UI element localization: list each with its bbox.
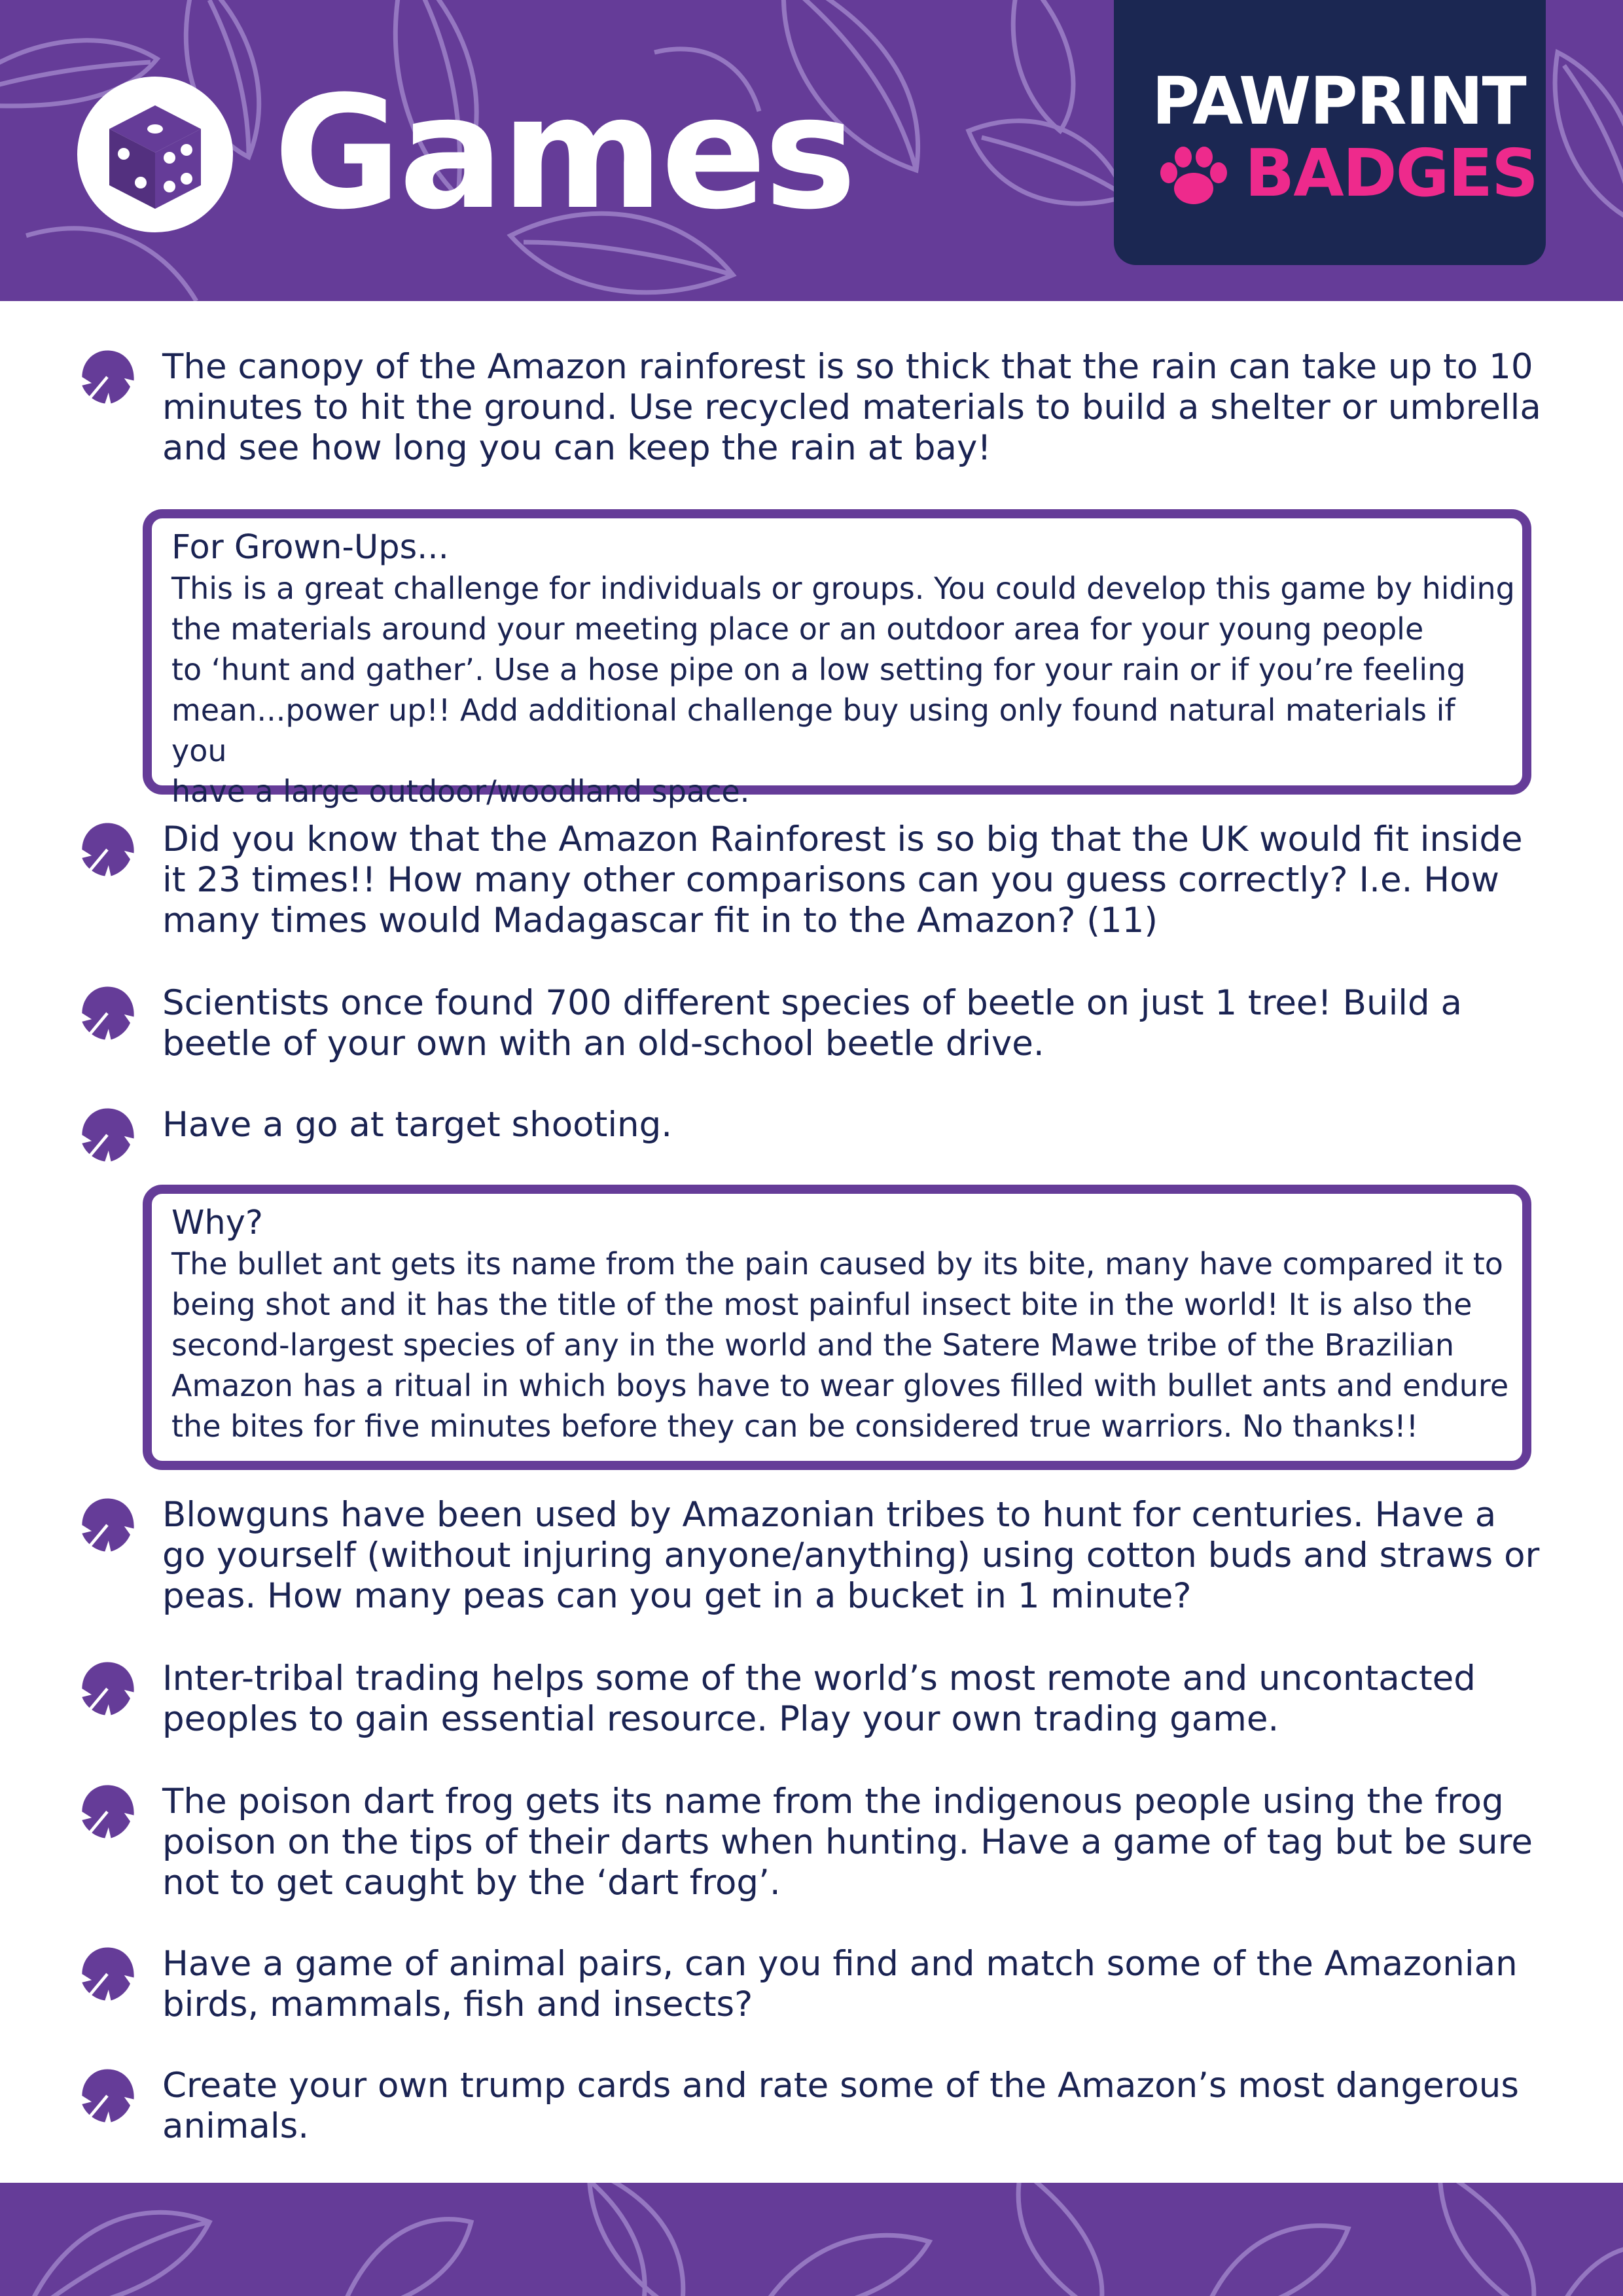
monstera-leaf-icon bbox=[77, 347, 137, 407]
monstera-leaf-icon bbox=[77, 1782, 137, 1842]
monstera-leaf-icon bbox=[77, 1659, 137, 1719]
paw-icon bbox=[1154, 145, 1233, 211]
note-heading: Why? bbox=[171, 1204, 264, 1242]
list-item-text: Have a game of animal pairs, can you find and match some of the Amazonian birds, mammals, fish and insects? bbox=[162, 1944, 1518, 2024]
note-line: The bullet ant gets its name from the pain caused by its bite, many have compared it to bbox=[171, 1246, 1503, 1282]
note-line: the materials around your meeting place or an outdoor area for your young people bbox=[171, 611, 1424, 647]
list-item-text: Did you know that the Amazon Rainforest is so big that the UK would fit inside it 23 times!! How many other comparisons can you guess correctly? I.e. How many times would Madagascar fit in to the Amazon? (11) bbox=[162, 819, 1523, 941]
grown-ups-note-box bbox=[143, 509, 1531, 809]
note-line: have a large outdoor/woodland space. bbox=[171, 774, 750, 809]
note-body bbox=[171, 568, 1520, 812]
list-item-text: Scientists once found 700 different species of beetle on just 1 tree! Build a beetle of your own with an old-school beetle drive. bbox=[162, 983, 1462, 1064]
page-title: Games bbox=[274, 63, 855, 244]
note-line: second-largest species of any in the world and the Satere Mawe tribe of the Brazilian bbox=[171, 1327, 1455, 1363]
list-item-text: Blowguns have been used by Amazonian tribes to hunt for centuries. Have a go yourself (without injuring anyone/anything) using cotton buds and straws or peas. How many peas can you get in a bucket in 1 minute? bbox=[162, 1495, 1540, 1616]
monstera-leaf-icon bbox=[77, 1495, 137, 1555]
list-item-text: Inter-tribal trading helps some of the world’s most remote and uncontacted peoples to gain essential resource. Play your own trading game. bbox=[162, 1659, 1476, 1739]
list-item-text: The poison dart frog gets its name from the indigenous people using the frog poison on the tips of their darts when hunting. Have a game of tag but be sure not to get caught by the ‘dart frog’. bbox=[162, 1782, 1533, 1903]
note-body bbox=[171, 1244, 1520, 1446]
list-item-text: Have a go at target shooting. bbox=[162, 1105, 673, 1145]
monstera-leaf-icon bbox=[77, 1944, 137, 2004]
monstera-leaf-icon bbox=[77, 2066, 137, 2126]
leaf-pattern-background bbox=[0, 2183, 1623, 2296]
note-line: to ‘hunt and gather’. Use a hose pipe on a low setting for your rain or if you’re feeling bbox=[171, 652, 1466, 687]
list-item-text: Create your own trump cards and rate some of the Amazon’s most dangerous animals. bbox=[162, 2066, 1520, 2146]
footer-banner bbox=[0, 2183, 1623, 2296]
brand-logo bbox=[1114, 0, 1546, 265]
note-line: mean...power up!! Add additional challenge buy using only found natural materials if you bbox=[171, 692, 1455, 768]
monstera-leaf-icon bbox=[77, 819, 137, 880]
logo-text-pawprint: PAWPRINT bbox=[1152, 63, 1525, 139]
dice-icon-circle bbox=[77, 77, 233, 232]
header-banner bbox=[0, 0, 1623, 301]
note-line: the bites for five minutes before they can be considered true warriors. No thanks!! bbox=[171, 1408, 1419, 1444]
note-line: Amazon has a ritual in which boys have to wear gloves filled with bullet ants and endure bbox=[171, 1368, 1509, 1403]
monstera-leaf-icon bbox=[77, 1105, 137, 1165]
note-line: This is a great challenge for individuals or groups. You could develop this game by hiding bbox=[171, 571, 1515, 606]
note-line: being shot and it has the title of the most painful insect bite in the world! It is also the bbox=[171, 1287, 1472, 1322]
logo-text-badges: BADGES bbox=[1245, 135, 1538, 211]
why-note-box bbox=[143, 1185, 1531, 1470]
note-heading: For Grown-Ups... bbox=[171, 528, 449, 567]
monstera-leaf-icon bbox=[77, 983, 137, 1043]
dice-icon bbox=[77, 77, 233, 232]
list-item-text: The canopy of the Amazon rainforest is so thick that the rain can take up to 10 minutes to hit the ground. Use recycled materials to build a shelter or umbrella and see how long you can keep the rain at bay! bbox=[162, 347, 1541, 468]
